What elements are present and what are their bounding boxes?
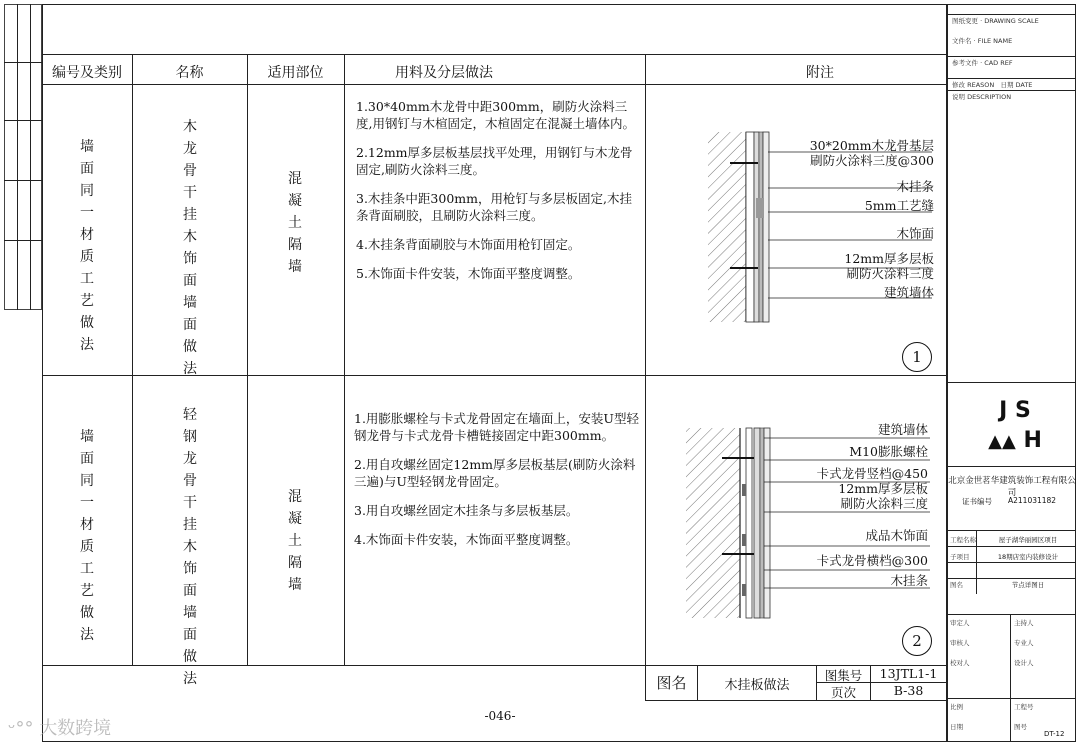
row1-steps [356, 98, 641, 294]
row1-step: 2.12mm厚多层板基层找平处理，用钢钉与木龙骨固定,刷防火涂料三度。 [356, 145, 633, 177]
row2-step: 1.用膨胀螺栓与卡式龙骨固定在墙面上，安装U型轻钢龙骨与卡式龙骨卡槽链接固定中距300mm。 [354, 411, 639, 443]
row2-step: 3.用自攻螺丝固定木挂条与多层板基层。 [354, 503, 579, 518]
header-notes: 附注 [806, 65, 834, 81]
company-logo-bottom [980, 428, 1050, 453]
row2-step: 2.用自攻螺丝固定12mm厚多层板基层(刷防火涂料三遍)与U型轻钢龙骨固定。 [354, 457, 636, 489]
drawing-name: 节点详图日 [1011, 581, 1045, 589]
watermark-text: 大数跨境 [39, 718, 112, 739]
row1-step: 4.木挂条背面刷胶与木饰面用枪钉固定。 [356, 237, 581, 252]
row2-steps [354, 410, 642, 560]
project-name-1: 屋子湖华丽园区项目 [998, 536, 1058, 544]
row1-step: 5.木饰面卡件安装，木饰面平整度调整。 [356, 266, 581, 281]
row1-label: 30*20mm木龙骨基层 [809, 138, 934, 153]
header-code: 编号及类别 [52, 65, 122, 81]
row2-label: 刷防火涂料三度 [840, 496, 928, 511]
header-location: 适用部位 [267, 65, 324, 81]
row1-location: 混凝土隔墙 [288, 171, 302, 275]
footer-page-no: B-38 [893, 683, 924, 698]
row1-step: 1.30*40mm木龙骨中距300mm，刷防火涂料三度,用钢钉与木楦固定，木楦固定在混凝土墙体内。 [356, 99, 635, 131]
mountain-icon: ▲▲ [988, 431, 1016, 452]
sheet-number: DT-12 [1044, 730, 1065, 738]
row1-label: 5mm工艺缝 [864, 198, 934, 213]
header-method: 用料及分层做法 [395, 65, 493, 81]
row1-label: 12mm厚多层板 [844, 251, 934, 266]
footer-page-label: 页次 [830, 685, 856, 700]
project-name-2: 18期店室内装修设计 [997, 553, 1059, 561]
row2-step: 4.木饰面卡件安装，木饰面平整度调整。 [354, 532, 579, 547]
row2-name: 轻钢龙骨干挂木饰面墙面做法 [183, 407, 197, 687]
row2-label: 建筑墙体 [877, 422, 928, 437]
watermark [8, 714, 111, 740]
footer-title-label: 图名 [656, 674, 687, 692]
footer-atlas-no: 13JTL1-1 [879, 666, 938, 681]
header-name: 名称 [175, 65, 204, 81]
row2-location: 混凝土隔墙 [288, 489, 302, 593]
company-logo-top: J S [999, 398, 1031, 423]
cert-number: A211031182 [1008, 496, 1057, 505]
footer-title: 木挂板做法 [724, 678, 790, 693]
logo-letter: H [1023, 428, 1042, 453]
row2-label: 木挂条 [890, 573, 928, 588]
row2-label: M10膨胀螺栓 [849, 444, 928, 459]
row1-label: 刷防火涂料三度 [846, 266, 934, 281]
footer-atlas-label: 图集号 [824, 668, 863, 683]
company-name: 北京金世茗华建筑装饰工程有限公司 [948, 476, 1076, 498]
row2-label: 成品木饰面 [865, 528, 928, 543]
binding-strip [4, 4, 42, 310]
detail-number-2: 2 [902, 626, 932, 656]
row1-label: 木挂条 [896, 179, 934, 194]
row2-label: 卡式龙骨横档@300 [816, 553, 928, 568]
detail-number-1: 1 [902, 342, 932, 372]
row1-label: 建筑墙体 [883, 285, 934, 300]
row2-category: 墙面同一材质工艺做法 [80, 429, 94, 643]
row1-label: 刷防火涂料三度@300 [810, 153, 934, 168]
page-number: -046- [484, 709, 516, 723]
row1-label: 木饰面 [896, 226, 934, 241]
row1-category: 墙面同一材质工艺做法 [80, 139, 94, 353]
watermark-logo-icon: ᵕ°° [8, 718, 34, 739]
row1-step: 3.木挂条中距300mm，用枪钉与多层板固定,木挂条背面刷胶，且刷防火涂料三度。 [356, 191, 632, 223]
row2-label: 12mm厚多层板 [838, 481, 928, 496]
row1-name: 木龙骨干挂木饰面墙面做法 [183, 119, 197, 377]
cert-label: 证书编号 [962, 497, 992, 506]
row2-label: 卡式龙骨竖档@450 [816, 466, 928, 481]
